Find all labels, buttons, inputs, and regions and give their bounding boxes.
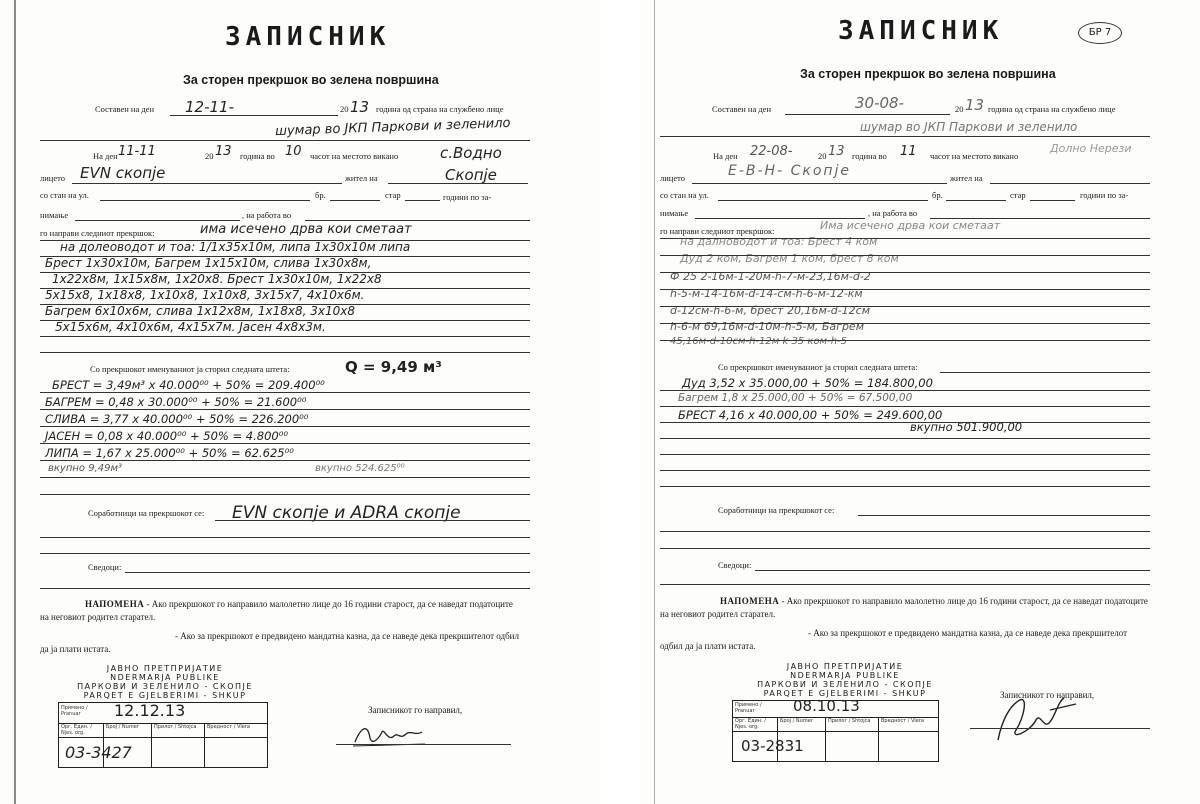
signature-line: [336, 744, 511, 745]
rule-line: [40, 537, 530, 538]
registry-stamp: [732, 697, 939, 762]
official-line: [660, 136, 1150, 137]
damage-line-3: БРЕСТ 4,16 x 40.000,00 + 50% = 249.600,00: [678, 408, 943, 422]
damage-line-5: ЛИПА = 1,67 x 25.000⁰⁰ + 50% = 62.625⁰⁰: [45, 446, 294, 460]
note-paragraph: [660, 595, 1150, 621]
official-name: шумар во ЈКП Паркови и зеленило: [860, 120, 1078, 134]
note-text: - Ако прекршокот го направило малолетно лице до 16 години старост, да се наведат податоците на неговиот родител старател.: [40, 599, 513, 622]
rule-line: [660, 289, 1150, 290]
resident-line: [990, 183, 1150, 184]
damage-total-volume: Q = 9,49 м³: [345, 358, 442, 376]
rule-line: [660, 470, 1150, 471]
stamp-date: 12.12.13: [114, 701, 186, 720]
offense-line-2: на далноводот и тоа: Брест 4 ком: [680, 235, 878, 248]
stamp-date: 08.10.13: [793, 697, 860, 715]
rule-line: [40, 477, 530, 478]
rule-line: [940, 372, 1150, 373]
on-day-value: 22-08-: [750, 144, 793, 159]
stamp-line: ПАРКОВИ И ЗЕЛЕНИЛО - СКОПЈЕ: [757, 680, 933, 689]
stamp-line: ПАРКОВИ И ЗЕЛЕНИЛО - СКОПЈЕ: [77, 682, 253, 691]
person-value: Е-В-Н- Скопје: [728, 163, 852, 179]
rule-line: [40, 256, 530, 257]
stamp-rule: [151, 723, 152, 767]
year-prefix-2: 20: [818, 151, 827, 161]
rule-line: [40, 288, 530, 289]
offense-line-6: Багрем 6x10x6м, слива 1x12x8м, 1x18x8, 3x10x8: [45, 304, 356, 318]
rule-line: [40, 336, 530, 337]
offense-line-7: 5x15x6м, 4x10x6м, 4x15x7м. Јасен 4x8x3м.: [55, 320, 326, 334]
year-value-2: 13: [215, 144, 232, 159]
stamp-number: 03-3427: [65, 743, 132, 762]
number-label: бр.: [932, 190, 943, 200]
stamp-rule: [59, 737, 267, 738]
age-label: стар: [1010, 190, 1026, 200]
place-value: с.Водно: [440, 144, 502, 162]
rule-line: [40, 392, 530, 393]
rule-line: [660, 255, 1150, 256]
signature-line: [970, 728, 1150, 729]
record-subtitle: За сторен прекршок во зелена површина: [183, 73, 439, 87]
note-text-2: - Ако за прекршокот е предвидено мандатна казна, да се наведе дека прекршителот одбил да ја плати истата.: [660, 628, 1128, 651]
composed-year: 13: [350, 98, 370, 116]
stamp-value-label: Вредност / Vlera: [207, 724, 250, 730]
stamp-received-label: Примено / Pranuar: [61, 705, 88, 717]
number-label: бр.: [315, 190, 326, 200]
rule-line: [660, 454, 1150, 455]
composed-label: Составен на ден: [95, 104, 154, 114]
rule-line: [660, 306, 1150, 307]
address-line: [100, 200, 310, 201]
hour-label: часот на местото викано: [930, 151, 1019, 161]
age-label: стар: [385, 190, 401, 200]
rule-line: [215, 520, 530, 521]
offense-line-1: има исечено дрва кои сметаат: [200, 222, 412, 237]
number-line: [946, 200, 1006, 201]
damage-line-3: СЛИВА = 3,77 x 40.000⁰⁰ + 50% = 226.200⁰⁰: [45, 412, 309, 426]
collaborators-label: Соработници на прекршокот се:: [88, 508, 205, 518]
place-value: Долно Нерези: [1050, 142, 1132, 155]
composed-suffix: година од страна на службено лице: [988, 104, 1116, 114]
collaborators-label: Соработници на прекршокот се:: [718, 505, 835, 515]
stamp-line: ЈАВНО ПРЕТПРИЈАТИЕ: [786, 662, 904, 671]
resident-value: Скопје: [445, 166, 497, 184]
rule-line: [40, 553, 530, 554]
date-line: [785, 114, 950, 115]
hour-value: 11: [900, 144, 917, 159]
note-paragraph: [40, 598, 520, 624]
note-title: НАПОМЕНА: [85, 599, 145, 609]
work-line: [305, 220, 530, 221]
rule-line: [40, 588, 530, 589]
recorder-label: Записникот го направил,: [368, 705, 463, 715]
witnesses-label: Сведоци:: [718, 560, 752, 570]
person-value: EVN скопје: [80, 164, 166, 182]
stamp-line: PARQET E GJELBERIMI - SHKUP: [763, 689, 927, 698]
rule-line: [660, 584, 1150, 585]
damage-line-4: ЈАСЕН = 0,08 x 40.000⁰⁰ + 50% = 4.800⁰⁰: [45, 429, 288, 443]
offense-line-4: Ф 25 2-16м-1-20м-h-7-м-23,16м-d-2: [670, 270, 871, 283]
damage-line-1: Дуд 3,52 x 35.000,00 + 50% = 184.800,00: [682, 376, 933, 390]
offense-label: го направи следниот прекршок:: [40, 228, 155, 238]
year-label: година во: [852, 151, 887, 161]
official-line: [40, 140, 530, 141]
resident-label: жител на: [950, 173, 983, 183]
stamp-number-label: Број / Numer: [780, 718, 813, 724]
damage-label: Со прекршокот именуваниот ја сторил следната штета:: [90, 364, 290, 374]
damage-total-amount: вкупно 524.625⁰⁰: [315, 463, 405, 474]
stamp-header: [70, 664, 260, 700]
rule-line: [660, 272, 1150, 273]
person-line: [692, 183, 947, 184]
offense-line-5: h-5-м-14-16м-d-14-см-h-6-м-12-км: [670, 287, 863, 300]
offense-line-3: Дуд 2 ком, Багрем 1 ком, брест 8 ком: [680, 252, 899, 265]
stamp-org-label: Орг. Един. / Njes. org.: [61, 724, 92, 736]
occupation-label: нимање: [40, 210, 69, 220]
witnesses-label: Сведоци:: [88, 562, 122, 572]
damage-line-2: БАГРЕМ = 0,48 x 30.000⁰⁰ + 50% = 21.600⁰⁰: [45, 395, 307, 409]
occupation-line: [75, 220, 240, 221]
rule-line: [660, 531, 1150, 532]
rule-line: [660, 340, 1150, 341]
resident-line: [388, 183, 528, 184]
year-prefix: 20: [340, 104, 349, 114]
damage-total-volume-note: вкупно 9,49м³: [48, 463, 123, 474]
composed-label: Составен на ден: [712, 104, 771, 114]
resident-label: жител на: [345, 173, 378, 183]
stamp-attachment-label: Прилог / Shtojca: [154, 724, 197, 730]
age-line: [1030, 200, 1075, 201]
year-prefix: 20: [955, 104, 964, 114]
rule-line: [40, 240, 530, 241]
page-gap: [600, 0, 640, 804]
offense-label: го направи следниот прекршок:: [660, 226, 775, 236]
address-label: со стан на ул.: [40, 190, 89, 200]
year-label: година во: [240, 151, 275, 161]
rule-line: [40, 304, 530, 305]
rule-line: [660, 548, 1150, 549]
rule-line: [40, 272, 530, 273]
offense-line-3: Брест 1x30x10м, Багрем 1x15x10м, слива 1x30x8м,: [45, 256, 372, 270]
rule-line: [660, 422, 1150, 423]
composed-suffix: година од страна на службено лице: [376, 104, 504, 114]
rule-line: [40, 494, 530, 495]
right-record-page: [640, 0, 1200, 804]
person-label: лицето: [40, 173, 65, 183]
note-title: НАПОМЕНА: [720, 596, 780, 606]
offense-line-1: Има исечено дрва кои сметаат: [820, 219, 1001, 232]
rule-line: [660, 390, 1150, 391]
rule-line: [660, 406, 1150, 407]
damage-label: Со прекршокот именуваниот ја сторил следната штета:: [718, 362, 918, 372]
offense-line-8: 45,16м-d-10см-h-12м k 35 ком-h-5: [670, 336, 847, 347]
stamp-line: PARQET E GJELBERIMI - SHKUP: [83, 691, 247, 700]
stamp-number: 03-2831: [741, 737, 804, 755]
record-title: ЗАПИСНИК: [225, 22, 391, 52]
composed-date: 30-08-: [855, 94, 904, 112]
work-label: , на работа во: [868, 208, 918, 218]
rule-line: [40, 409, 530, 410]
damage-total-amount: вкупно 501.900,00: [910, 420, 1023, 434]
on-day-label: На ден: [93, 151, 118, 161]
stamp-rule: [878, 717, 879, 761]
occupation-label: нимање: [660, 208, 689, 218]
registry-stamp: [58, 702, 268, 768]
rule-line: [125, 572, 530, 573]
page-edge: [14, 0, 16, 804]
years-label: години по за-: [443, 192, 492, 202]
rule-line: [858, 515, 1150, 516]
stamp-rule: [825, 717, 826, 761]
rule-line: [755, 570, 1150, 571]
composed-year: 13: [965, 96, 985, 114]
address-line: [718, 200, 928, 201]
official-name: шумар во ЈКП Паркови и зеленило: [274, 115, 511, 140]
collaborators-value: EVN скопје и ADRA скопје: [232, 503, 461, 523]
stamp-received-label: Примено / Pranuar: [735, 702, 762, 714]
stamp-line: NDERMARJA PUBLIKE: [110, 673, 220, 682]
page-edge: [654, 0, 655, 804]
offense-line-4: 1x22x8м, 1x15x8м, 1x20x8. Брест 1x30x10м, 1x22x8: [52, 272, 382, 286]
stamp-rule: [733, 731, 938, 732]
stamp-rule: [204, 723, 205, 767]
note-text: - Ако прекршокот го направило малолетно лице до 16 години старост, да се наведат податоците на неговиот родител старател.: [660, 596, 1148, 619]
stamp-number-label: Број / Numer: [106, 724, 139, 730]
hour-value: 10: [285, 144, 302, 159]
damage-line-1: БРЕСТ = 3,49м³ x 40.000⁰⁰ + 50% = 209.400⁰⁰: [52, 378, 325, 392]
rule-line: [40, 352, 530, 353]
record-subtitle: За сторен прекршок во зелена површина: [800, 67, 1056, 81]
number-line: [330, 200, 380, 201]
stamp-attachment-label: Прилог / Shtojca: [828, 718, 871, 724]
recorder-label: Записникот го направил,: [1000, 690, 1095, 700]
rule-line: [40, 320, 530, 321]
hour-label: часот на местото викано: [310, 151, 399, 161]
record-title: ЗАПИСНИК: [838, 16, 1004, 46]
offense-line-6: d-12см-h-6-м, брест 20,16м-d-12см: [670, 304, 871, 317]
offense-line-5: 5x15x8, 1x18x8, 1x10x8, 1x10x8, 3x15x7, 4x10x6м.: [45, 288, 365, 302]
year-value-2: 13: [828, 144, 845, 159]
rule-line: [40, 426, 530, 427]
on-day-label: На ден: [713, 151, 738, 161]
stamp-line: NDERMARJA PUBLIKE: [790, 671, 900, 680]
rule-line: [40, 460, 530, 461]
recorder-signature: [350, 720, 430, 750]
person-line: [72, 183, 342, 184]
note-text-2: - Ако за прекршокот е предвидено мандатна казна, да се наведе дека прекршителот одбил да ја плати истата.: [40, 631, 519, 654]
rule-line: [660, 238, 1150, 239]
stamp-org-label: Орг. Един. / Njes. org.: [735, 718, 766, 730]
damage-line-2: Багрем 1,8 x 25.000,00 + 50% = 67.500,00: [678, 392, 913, 404]
stamp-line: ЈАВНО ПРЕТПРИЈАТИЕ: [106, 664, 224, 673]
work-label: , на работа во: [242, 210, 292, 220]
offense-line-7: h-6-м 69,16м-d-10м-h-5-м, Багрем: [670, 320, 864, 333]
rule-line: [660, 438, 1150, 439]
address-label: со стан на ул.: [660, 190, 709, 200]
rule-line: [40, 443, 530, 444]
offense-line-2: на долеоводот и тоа: 1/1x35x10м, липа 1x30x10м липа: [60, 240, 411, 254]
rule-line: [660, 323, 1150, 324]
person-label: лицето: [660, 173, 685, 183]
on-day-value: 11-11: [118, 144, 156, 159]
composed-date: 12-11-: [185, 98, 234, 116]
record-number-badge: БР 7: [1078, 22, 1122, 44]
rule-line: [660, 486, 1150, 487]
age-line: [405, 200, 440, 201]
stamp-header: [750, 662, 940, 698]
stamp-value-label: Вредност / Vlera: [881, 718, 924, 724]
years-label: години по за-: [1080, 190, 1129, 200]
recorder-signature: [980, 690, 1090, 750]
year-prefix-2: 20: [205, 151, 214, 161]
